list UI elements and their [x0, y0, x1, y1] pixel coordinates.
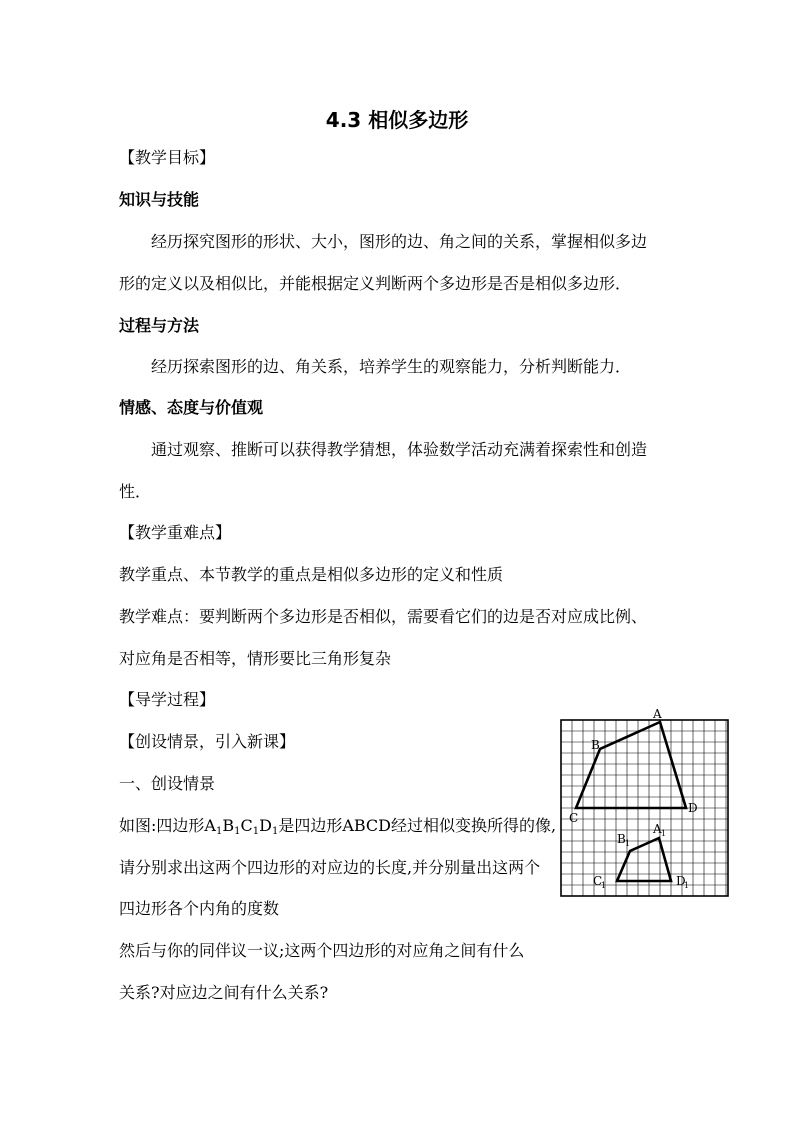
process-header: 过程与方法 [119, 316, 200, 335]
guide-header: 【导学过程】 [119, 690, 216, 709]
question-line4: 然后与你的同伴议一议;这两个四边形的对应角之间有什么 [119, 941, 525, 960]
scenario-header: 一、创设情景 [119, 774, 216, 793]
label-a1: A [653, 822, 662, 836]
label-b: B [591, 738, 600, 752]
label-c1: C [593, 874, 603, 888]
knowledge-text-line2: 形的定义以及相似比，并能根据定义判断两个多边形是否是相似多边形． [119, 274, 632, 293]
label-c: C [569, 811, 579, 825]
knowledge-text-line1: 经历探究图形的形状、大小，图形的边、角之间的关系，掌握相似多边 [151, 232, 648, 251]
question-line2: 请分别求出这两个四边形的对应边的长度,并分别量出这两个 [119, 858, 541, 877]
intro-header: 【创设情景，引入新课】 [119, 732, 296, 751]
quad-name-a1: $A_1B_1C_1D_1$ [204, 816, 279, 837]
question-line5: 关系?对应边之间有什么关系? [119, 983, 329, 1002]
key-point-text: 教学重点、本节教学的重点是相似多边形的定义和性质 [119, 565, 504, 584]
question-prefix: 如图:四边形 [119, 816, 205, 835]
question-line3: 四边形各个内角的度数 [119, 899, 280, 918]
label-a1-sub: 1 [661, 829, 667, 838]
difficult-point-line2: 对应角是否相等，情形要比三角形复杂 [119, 649, 392, 668]
label-d: D [688, 801, 698, 815]
emotion-text-line1: 通过观察、推断可以获得教学猜想，体验数学活动充满着探索性和创造 [151, 440, 648, 459]
question-suffix: 是四边形ABCD经过相似变换所得的像, [278, 816, 557, 835]
label-d1: D [676, 874, 686, 888]
label-a: A [653, 707, 662, 721]
goals-header: 【教学目标】 [119, 148, 216, 167]
label-d1-sub: 1 [684, 881, 690, 890]
knowledge-header: 知识与技能 [119, 190, 200, 209]
key-header: 【教学重难点】 [119, 523, 232, 542]
label-b1-sub: 1 [625, 839, 631, 848]
quadrilateral-abcd [576, 722, 686, 808]
label-c1-sub: 1 [601, 881, 607, 890]
difficult-point-line1: 教学难点：要判断两个多边形是否相似，需要看它们的边是否对应成比例、 [119, 607, 648, 626]
emotion-header: 情感、态度与价值观 [119, 398, 264, 417]
label-b1: B [617, 832, 626, 846]
similar-quadrilaterals-figure [540, 700, 740, 905]
page-title: 4.3 相似多边形 [325, 108, 469, 132]
process-text-line1: 经历探索图形的边、角关系，培养学生的观察能力，分析判断能力． [151, 357, 632, 376]
emotion-text-line2: 性． [119, 482, 152, 501]
question-line1 [119, 816, 556, 842]
